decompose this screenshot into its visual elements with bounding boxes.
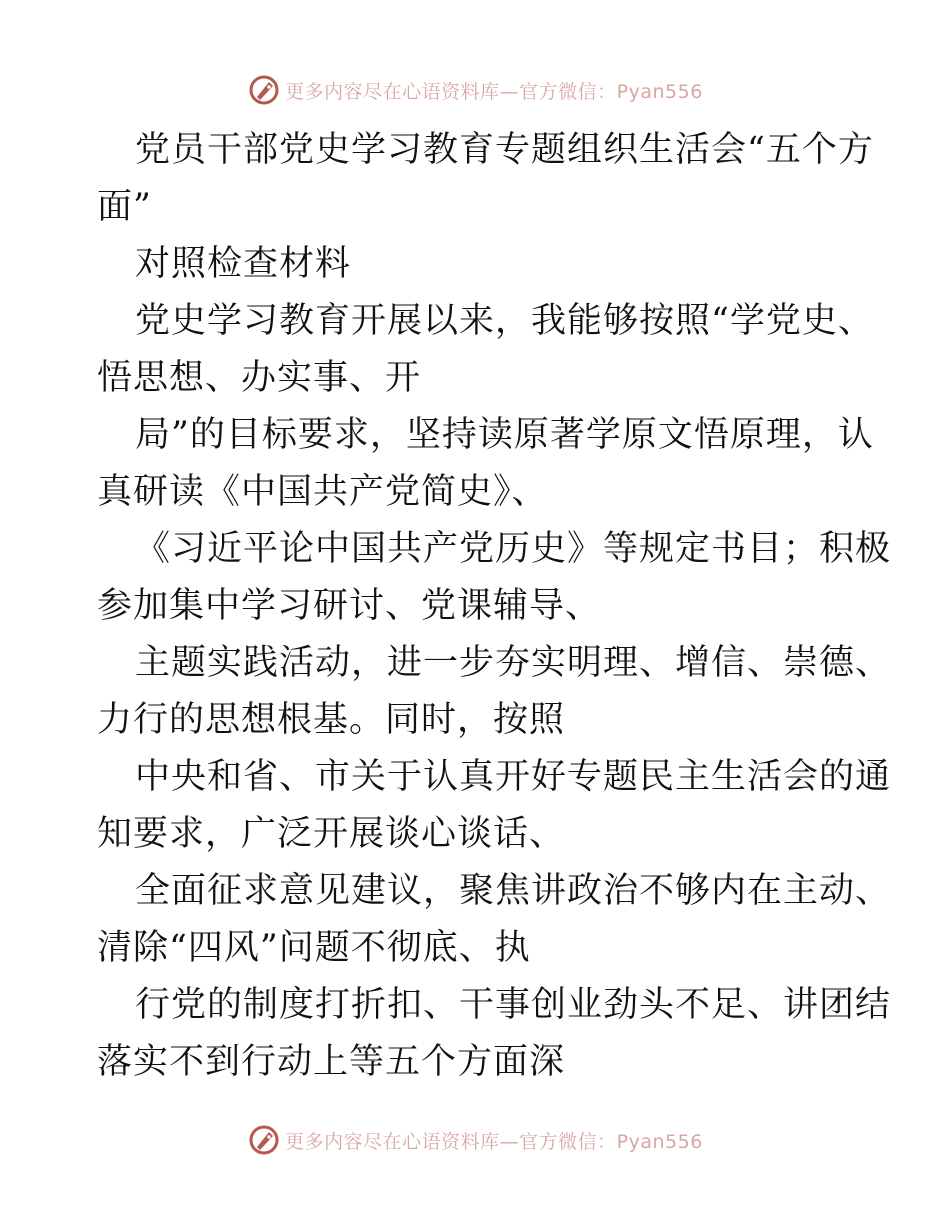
pen-nib-icon [247, 73, 281, 107]
text-line: 悟思想、办实事、开 [97, 358, 422, 398]
text-line: 局”的目标要求，坚持读原著学原文悟原理，认 [135, 415, 874, 455]
text-line: 知要求，广泛开展谈心谈话、 [97, 814, 566, 854]
text-line: 《习近平论中国共产党历史》等规定书目；积极 [135, 529, 892, 569]
text-line: 落实不到行动上等五个方面深 [97, 1042, 566, 1082]
header-banner [0, 70, 950, 110]
text-line: 中央和省、市关于认真开好专题民主生活会的通 [135, 757, 892, 797]
document-body [97, 122, 892, 1091]
text-line: 面” [97, 187, 152, 227]
header-banner-text: 更多内容尽在心语资料库—官方微信：Pyan556 [285, 80, 703, 103]
text-line: 真研读《中国共产党简史》、 [97, 472, 548, 512]
footer-banner-text: 更多内容尽在心语资料库—官方微信：Pyan556 [285, 1130, 703, 1153]
text-line: 全面征求意见建议，聚焦讲政治不够内在主动、 [135, 871, 892, 911]
text-line: 力行的思想根基。同时，按照 [97, 700, 566, 740]
text-line: 对照检查材料 [135, 244, 352, 284]
text-line: 行党的制度打折扣、干事创业劲头不足、讲团结 [135, 985, 892, 1025]
text-line: 党员干部党史学习教育专题组织生活会“五个方 [135, 130, 874, 170]
text-line: 清除“四风”问题不彻底、执 [97, 928, 531, 968]
pen-nib-icon [247, 1123, 281, 1157]
text-line: 参加集中学习研讨、党课辅导、 [97, 586, 602, 626]
text-line: 党史学习教育开展以来，我能够按照“学党史、 [135, 301, 874, 341]
text-line: 主题实践活动，进一步夯实明理、增信、崇德、 [135, 643, 892, 683]
footer-banner [0, 1120, 950, 1160]
